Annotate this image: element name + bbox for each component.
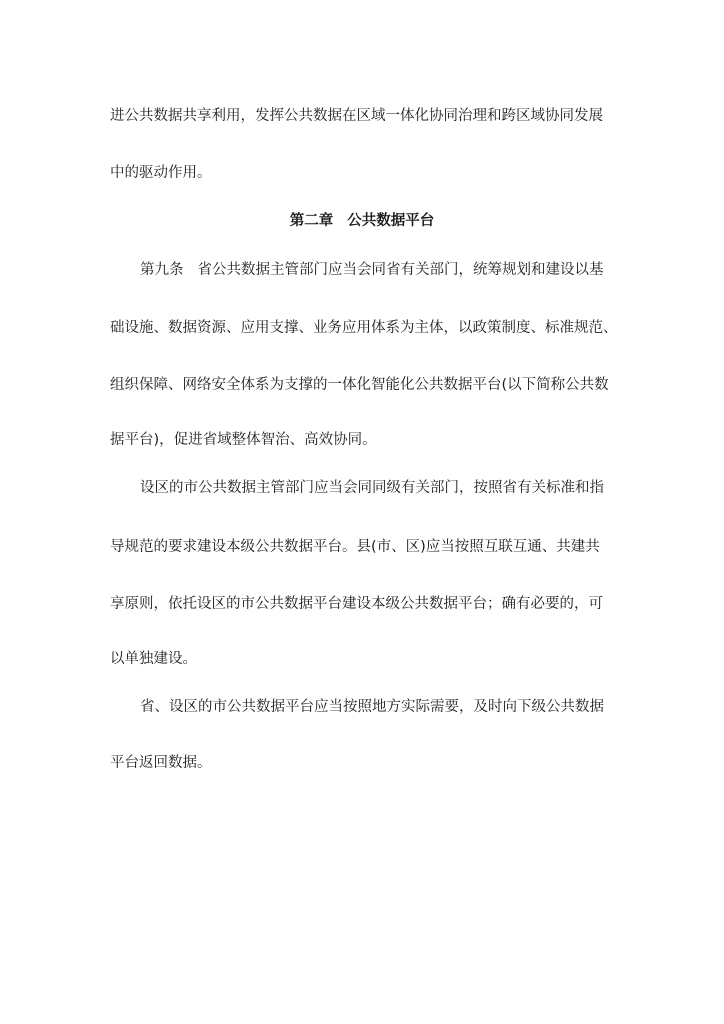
chapter-title: 公共数据平台: [347, 213, 435, 229]
article9-line-2: 础设施、数据资源、应用支撑、业务应用体系为主体，以政策制度、标准规范、: [110, 320, 618, 336]
paragraph2-line-2: 导规范的要求建设本级公共数据平台。县(市、区)应当按照互联互通、共建共: [110, 539, 600, 555]
article9-line-4: 据平台)，促进省域整体智治、高效协同。: [110, 432, 377, 448]
intro-line-1: 进公共数据共享利用，发挥公共数据在区域一体化协同治理和跨区域协同发展: [110, 108, 603, 124]
article9-text-1: 省公共数据主管部门应当会同省有关部门，统筹规划和建设以基: [197, 262, 604, 278]
article9-label: 第九条: [140, 262, 184, 278]
article9-line-3: 组织保障、网络安全体系为支撑的一体化智能化公共数据平台(以下简称公共数: [110, 377, 609, 393]
article9-line-1: [140, 260, 620, 280]
paragraph3-line-1: 省、设区的市公共数据平台应当按照地方实际需要，及时向下级公共数据: [140, 699, 604, 715]
intro-line-2: 中的驱动作用。: [110, 165, 212, 181]
chapter-number: 第二章: [289, 213, 334, 229]
chapter-heading: [0, 211, 724, 231]
paragraph2-line-1: 设区的市公共数据主管部门应当会同同级有关部门，按照省有关标准和指: [140, 480, 604, 496]
paragraph2-line-4: 以单独建设。: [110, 651, 197, 667]
paragraph2-line-3: 享原则，依托设区的市公共数据平台建设本级公共数据平台；确有必要的，可: [110, 596, 603, 612]
paragraph3-line-2: 平台返回数据。: [110, 755, 212, 771]
